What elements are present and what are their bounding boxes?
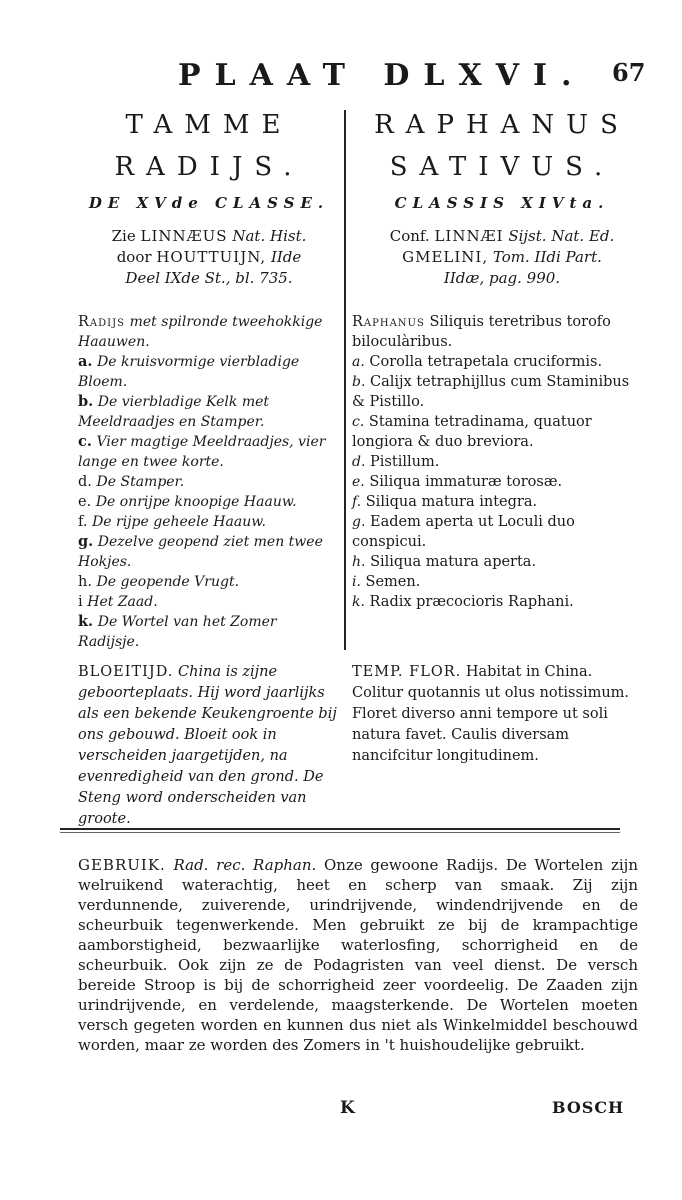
ref-author: LINNÆI <box>434 227 504 245</box>
list-item: k. De Wortel van het Zomer Radijsje. <box>78 613 277 650</box>
list-item: b. De vierbladige Kelk met Meeldraadjes en Stamper. <box>78 393 270 430</box>
ref-author: LINNÆUS <box>140 227 228 245</box>
gebruik-lead: Rad. rec. Raphan. <box>173 856 317 874</box>
list-item: b. Calijx tetraphijllus cum Staminibus & Pistillo. <box>352 374 630 410</box>
list-item: d. Pistillum. <box>352 454 440 470</box>
list-item: e. De onrijpe knoopige Haauw. <box>78 494 297 510</box>
left-reference <box>78 226 340 289</box>
gebruik-paragraph <box>78 855 638 1055</box>
list-item: c. Stamina tetradinama, quatuor longiora & duo breviora. <box>352 414 592 450</box>
list-item: a. De kruisvormige vierbladige Bloem. <box>78 353 300 390</box>
page-number: 67 <box>612 58 646 87</box>
list-item: h. Siliqua matura aperta. <box>352 554 537 570</box>
bloeitijd-label: BLOEITIJD. <box>78 664 174 680</box>
right-title-2: SATIVUS. <box>389 152 615 182</box>
ref-word: Zie <box>111 227 136 245</box>
ref-work: Nat. Hist. <box>232 227 307 245</box>
ref-volume: Deel IXde St., bl. 735. <box>125 269 293 287</box>
list-item: i Het Zaad. <box>78 594 158 610</box>
list-item: f. Siliqua matura integra. <box>352 494 538 510</box>
left-class: DE XVde CLASSE. <box>88 194 330 212</box>
ref-part: IIde <box>270 248 302 266</box>
right-class: CLASSIS XIVta. <box>394 194 610 212</box>
temp-flor-text: Habitat in China. Colitur quotannis ut olus notissimum. Floret diverso anni tempore ut soli natura favet. Caulis diversam nancifcitur longitudinem. <box>352 664 630 764</box>
right-reference <box>352 226 652 289</box>
ref-part: Tom. IIdi Part. <box>492 248 602 266</box>
list-item: g. Eadem aperta ut Loculi duo conspicui. <box>352 514 575 550</box>
gebruik-label: GEBRUIK. <box>78 856 166 874</box>
plate-title: PLAAT DLXVI. <box>178 58 586 93</box>
left-title-2: RADIJS. <box>114 152 304 182</box>
bloeitijd-text: China is zijne geboorteplaats. Hij word jaarlijks als een bekende Keukengroente bij ons gebouwd. Bloeit ook in verscheiden jaargetijden, na evenredigheid van den grond. De Steng word onderscheiden van groote. <box>78 664 337 827</box>
list-item: h. De geopende Vrugt. <box>78 574 240 590</box>
list-item: g. Dezelve geopend ziet men twee Hokjes. <box>78 533 323 570</box>
list-item: Raphanus Siliquis teretribus torofo biloculàribus. <box>352 314 611 350</box>
list-item: k. Radix præcocioris Raphani. <box>352 594 574 610</box>
right-heading <box>352 104 652 289</box>
list-item: f. De rijpe geheele Haauw. <box>78 514 266 530</box>
ref-volume: IIdæ, pag. 990. <box>443 269 561 287</box>
left-heading <box>78 104 340 289</box>
right-figure-list <box>352 312 642 612</box>
section-rule-thin <box>60 832 620 833</box>
temp-flor-label: TEMP. FLOR. <box>352 664 462 680</box>
gebruik-text: Onze gewoone Radijs. De Wortelen zijn welruikend waterachtig, heet en scherp van smaak. Zij zijn verdunnende, zuiverende, urindrijvende, windendrijvende en de scheurbuik tegenwerkende. Men gebruikt ze bij de krampachtige aamborstigheid, bezwaarlijke waterlosfing, schorrigheid en de scheurbuik. Ook zijn ze de Podagristen van veel dienst. De versch bereide Stroop is bij de schorrigheid zeer voordeelig. De Zaaden zijn urindrijvende, en verdelende, maagsterkende. De Wortelen moeten versch gegeten worden en kunnen dus niet als Winkelmiddel beschouwd worden, maar ze worden des Zomers in 't huishoudelijke gebruikt. <box>78 856 638 1054</box>
list-item: a. Corolla tetrapetala cruciformis. <box>352 354 603 370</box>
signature-mark: K <box>340 1098 355 1118</box>
ref-word: Conf. <box>389 227 430 245</box>
list-item: e. Siliqua immaturæ torosæ. <box>352 474 563 490</box>
section-rule <box>60 828 620 830</box>
ref-word: door <box>116 248 152 266</box>
ref-author: GMELINI, <box>402 248 489 266</box>
right-flowering-paragraph <box>352 662 642 767</box>
left-flowering-paragraph <box>78 662 340 830</box>
ref-author: HOUTTUIJN, <box>156 248 267 266</box>
ref-work: Sijst. Nat. Ed. <box>508 227 615 245</box>
right-title-1: RAPHANUS <box>374 110 630 140</box>
list-item: d. De Stamper. <box>78 474 185 490</box>
left-figure-list <box>78 312 340 652</box>
list-item: i. Semen. <box>352 574 421 590</box>
left-title-1: TAMME <box>125 110 293 140</box>
list-item: Radijs met spilronde tweehokkige Haauwen. <box>78 314 323 350</box>
list-item: c. Vier magtige Meeldraadjes, vier lange en twee korte. <box>78 433 326 470</box>
catchword: BOSCH <box>552 1098 625 1117</box>
column-divider <box>344 110 346 650</box>
